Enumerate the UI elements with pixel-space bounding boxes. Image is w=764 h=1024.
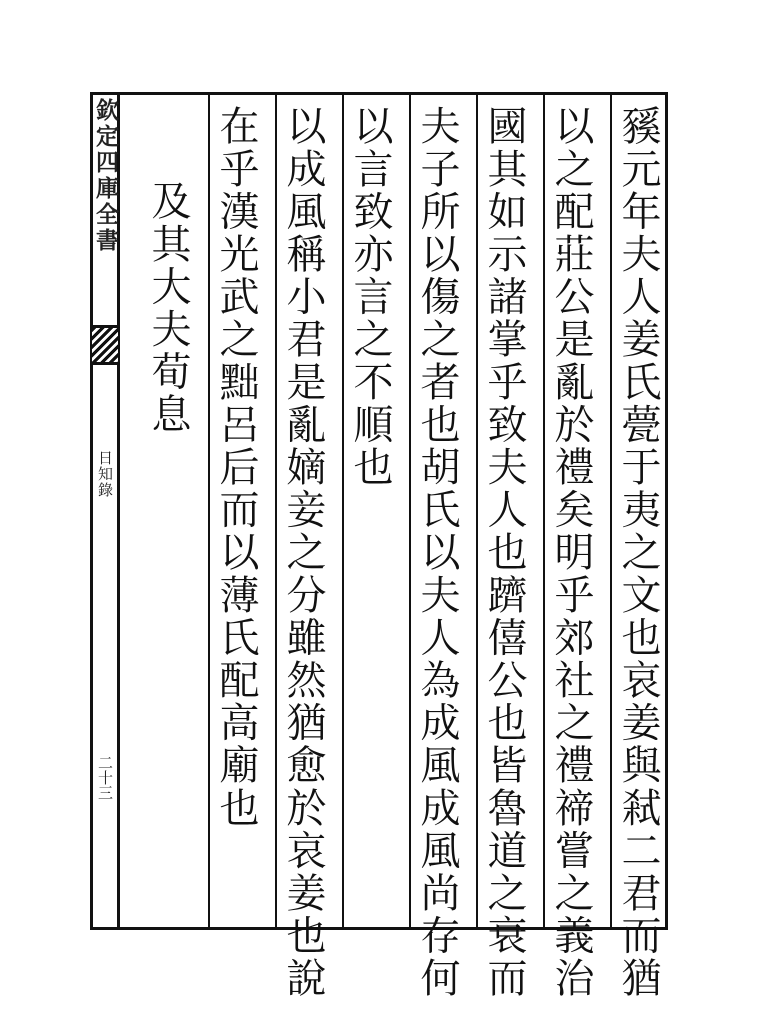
text-column-1 <box>610 95 664 1000</box>
column-text: 國其如示諸掌乎致夫人也躋僖公也皆魯道之衰而 <box>481 105 527 1000</box>
text-column-4 <box>409 95 463 1000</box>
column-text: 以言致亦言之不順也 <box>347 105 393 489</box>
text-column-3 <box>476 95 530 1000</box>
column-text: 豯元年夫人姜氏甍于夷之文也哀姜與弒二君而猶 <box>615 105 661 1000</box>
text-body <box>122 95 664 1000</box>
margin-book-title: 日知錄 <box>96 450 114 498</box>
margin-page-number: 二十三 <box>96 755 114 800</box>
fishtail-ornament <box>92 325 118 365</box>
text-column-2 <box>543 95 597 1000</box>
text-column-8 <box>141 95 195 927</box>
column-text: 以成風稱小君是亂嫡妾之分雖然猶愈於哀姜也說 <box>280 105 326 1000</box>
text-column-5 <box>342 95 396 927</box>
text-column-6 <box>275 95 329 1000</box>
text-column-7 <box>208 95 262 927</box>
column-text: 在乎漢光武之黜呂后而以薄氏配高廟也 <box>213 105 259 830</box>
column-text: 夫子所以傷之者也胡氏以夫人為成風成風尚存何 <box>414 105 460 1000</box>
margin-collection-title: 欽定四庫全書 <box>92 98 119 254</box>
column-text: 以之配莊公是亂於禮矣明乎郊社之禮禘嘗之義治 <box>548 105 594 1000</box>
column-text: 及其大夫荀息 <box>145 180 191 436</box>
